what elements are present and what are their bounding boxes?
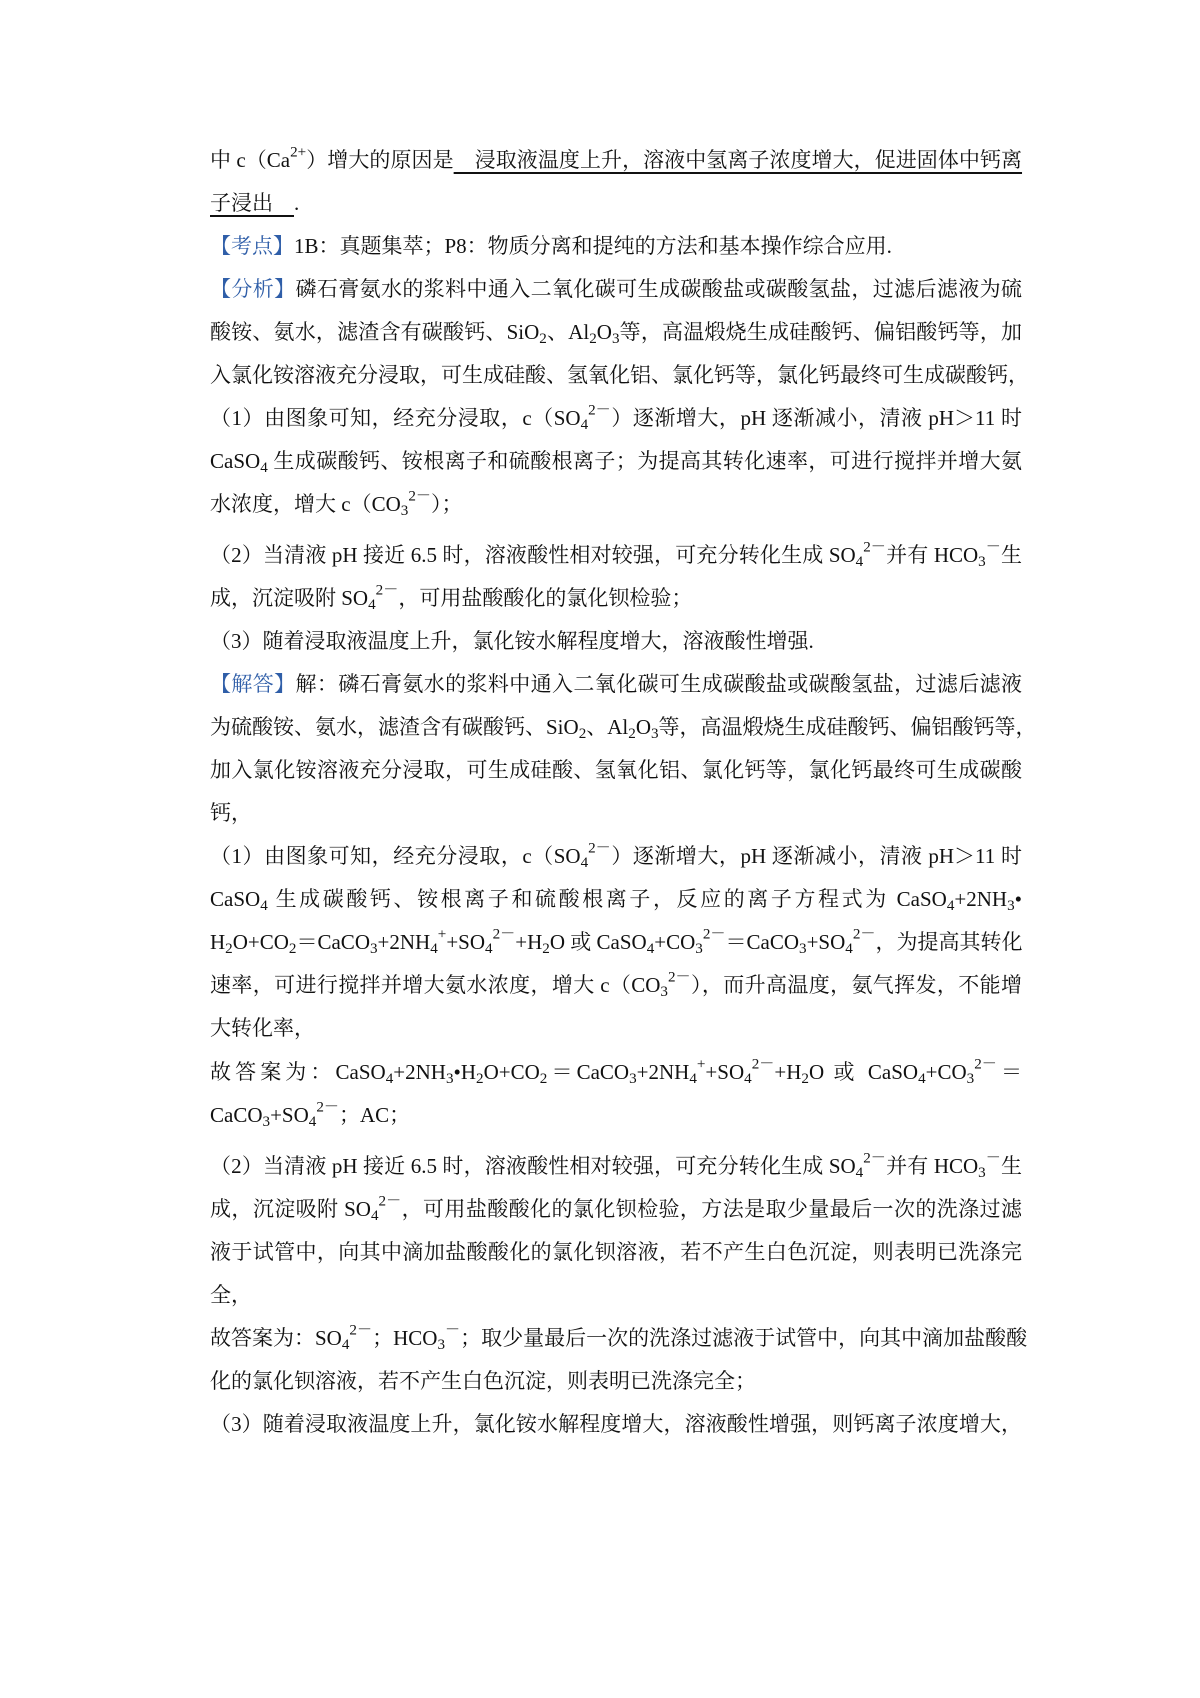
jieda-line-3: 加入氯化铵溶液充分浸取，可生成硅酸、氢氧化铝、氯化钙等，氯化钙最终可生成碳酸 xyxy=(210,758,1022,782)
fenxi-line-3: 入氯化铵溶液充分浸取，可生成硅酸、氢氧化铝、氯化钙等，氯化钙最终可生成碳酸钙， xyxy=(210,363,1029,387)
kaodian-line: 【考点】1B：真题集萃；P8：物质分离和提纯的方法和基本操作综合应用. xyxy=(210,234,892,258)
answer-blank: 子浸出 xyxy=(210,191,294,215)
jieda-line-10: 故答案为：$CaSO_4+2NH_3•H_2O+CO_2=CaCO_3+2NH_4^++SO_4^{2-}+H_2O$ 或 $CaSO_4+CO_3^{2-}=$ xyxy=(210,1056,1023,1087)
jieda-line-11: $CaCO_3+SO_4^{2-}$；AC； xyxy=(210,1099,411,1130)
answer-line-1: 中 $c(Ca^{2+})$增大的原因是 浸取液温度上升，溶液中氢离子浓度增大，促进固体中钙离 xyxy=(210,144,1023,172)
fenxi-line-1: 【分析】磷石膏氨水的浆料中通入二氧化碳可生成碳酸盐或碳酸氢盐，过滤后滤液为硫 xyxy=(210,277,1022,301)
fenxi-line-2: 酸铵、氨水，滤渣含有碳酸钙、SiO$_2$、$Al_2O_3$等，高温煅烧生成硅酸钙、偏铝酸钙等，加 xyxy=(210,320,1023,347)
jieda-line-8: 速率，可进行搅拌并增大氨水浓度，增大 $c(CO_3^{2-})$，而升高温度，氨气挥发，不能增 xyxy=(210,969,1022,1000)
jieda-line-1: 【解答】解：磷石膏氨水的浆料中通入二氧化碳可生成碳酸盐或碳酸氢盐，过滤后滤液 xyxy=(210,672,1022,696)
jieda-line-17: 化的氯化钡溶液，若不产生白色沉淀，则表明已洗涤完全； xyxy=(210,1369,756,1393)
jieda-line-12: （2）当清液 pH 接近 6.5 时，溶液酸性相对较强，可充分转化生成 $SO_4^{2-}$并有 $HCO_3^-$生 xyxy=(210,1150,1023,1181)
answer-blank: 浸取液温度上升，溶液中氢离子浓度增大，促进固体中钙离 xyxy=(453,148,1023,172)
jieda-line-5: （1）由图象可知，经充分浸取，$c(SO_4^{2-})$逐渐增大，pH 逐渐减小，清液 pH＞11 时 xyxy=(210,840,1022,871)
fenxi-line-7: （2）当清液 pH 接近 6.5 时，溶液酸性相对较强，可充分转化生成 $SO_4^{2-}$并有 $HCO_3^-$生 xyxy=(210,539,1023,570)
answer-line-2: 子浸出 . xyxy=(210,191,300,215)
jieda-line-14: 液于试管中，向其中滴加盐酸酸化的氯化钡溶液，若不产生白色沉淀，则表明已洗涤完 xyxy=(210,1240,1022,1264)
jieda-line-7: $H_2O+CO_2=CaCO_3+2NH_4^++SO_4^{2-}+H_2O$ 或 $CaSO_4+CO_3^{2-}=CaCO_3+SO_4^{2-}$，为提高其转化 xyxy=(210,926,1023,957)
jieda-line-18: （3）随着浸取液温度上升，氯化铵水解程度增大，溶液酸性增强，则钙离子浓度增大， xyxy=(210,1412,1022,1436)
fenxi-line-6: 水浓度，增大 $c(CO_3^{2-})$； xyxy=(210,488,463,519)
jieda-line-16: 故答案为：$SO_4^{2-}$；$HCO_3^-$；取少量最后一次的洗涤过滤液于试管中，向其中滴加盐酸酸 xyxy=(210,1322,1028,1353)
fenxi-line-9: （3）随着浸取液温度上升，氯化铵水解程度增大，溶液酸性增强. xyxy=(210,629,814,653)
jieda-line-2: 为硫酸铵、氨水，滤渣含有碳酸钙、SiO$_2$、$Al_2O_3$等，高温煅烧生成硅酸钙、偏铝酸钙等， xyxy=(210,715,1037,742)
jieda-line-4: 钙， xyxy=(210,801,252,825)
fenxi-line-8: 成，沉淀吸附 $SO_4^{2-}$，可用盐酸酸化的氯化钡检验； xyxy=(210,582,693,613)
jieda-line-15: 全， xyxy=(210,1283,252,1307)
fenxi-line-5: CaSO$_4$ 生成碳酸钙、铵根离子和硫酸根离子；为提高其转化速率，可进行搅拌并增大氨 xyxy=(210,449,1022,476)
jieda-tag: 【解答】 xyxy=(210,672,296,696)
kaodian-tag: 【考点】 xyxy=(210,234,294,258)
fenxi-line-4: （1）由图象可知，经充分浸取，$c(SO_4^{2-})$逐渐增大，pH 逐渐减小，清液 pH＞11 时 xyxy=(210,402,1022,433)
fenxi-tag: 【分析】 xyxy=(210,277,296,301)
jieda-line-9: 大转化率， xyxy=(210,1016,315,1040)
jieda-line-6: CaSO$_4$ 生成碳酸钙、铵根离子和硫酸根离子，反应的离子方程式为 $CaSO_4+2NH_3•$ xyxy=(210,887,1022,914)
jieda-line-13: 成，沉淀吸附 $SO_4^{2-}$，可用盐酸酸化的氯化钡检验，方法是取少量最后一次的洗涤过滤 xyxy=(210,1193,1022,1224)
